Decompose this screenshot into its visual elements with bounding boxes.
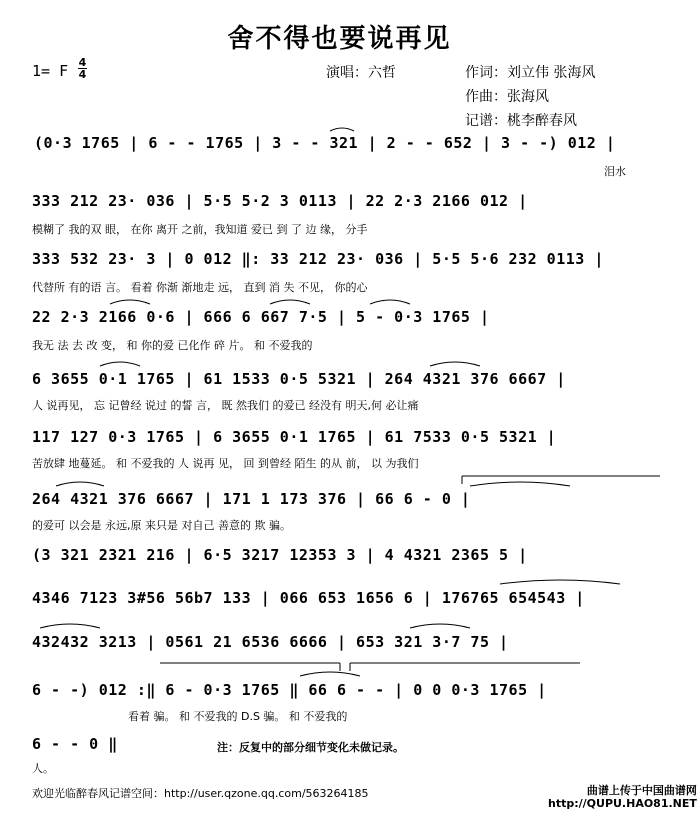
time-signature-bottom: 4 [78, 68, 87, 81]
score-row-9: 4346 7123 3#56 56b7 133 | 066 653 1656 6 | 176765 654543 | [32, 589, 585, 607]
song-title: 舍不得也要说再见 [227, 24, 452, 54]
credit-composer: 作曲：张海风 [465, 89, 549, 105]
slur-mark [330, 128, 354, 131]
slur-mark [300, 672, 360, 676]
footer-link[interactable]: 欢迎光临醉春风记谱空间：http://user.qzone.qq.com/563264185 [32, 787, 369, 800]
lyric-row-11: 看着 骗。 和 不爱我的 D.S 骗。 和 不爱我的 [128, 710, 348, 723]
slur-mark [40, 624, 100, 628]
footnote: 注：反复中的部分细节变化未做记录。 [217, 741, 404, 754]
score-row-8: (3 321 2321 216 | 6·5 3217 12353 3 | 4 4321 2365 5 | [32, 546, 528, 564]
lyric-row-2: 模糊了 我的双 眼， 在你 离开 之前，我知道 爱已 到 了 边 缘， 分手 [32, 223, 368, 236]
score-row-3: 333 532 23· 3 | 0 012 ‖: 33 212 23· 036 | 5·5 5·6 232 0113 | [32, 250, 604, 268]
watermark-line-1: 曲谱上传于中国曲谱网 [586, 784, 697, 797]
score-row-12: 6 - - 0 ‖ [32, 735, 118, 753]
score-row-6: 117 127 0·3 1765 | 6 3655 0·1 1765 | 61 7533 0·5 5321 | [32, 428, 557, 446]
slur-mark [56, 482, 104, 486]
score-row-5: 6 3655 0·1 1765 | 61 1533 0·5 5321 | 264 4321 376 6667 | [32, 370, 566, 388]
key-signature: 1= F [32, 62, 69, 80]
slur-mark [100, 362, 140, 366]
time-signature-top: 4 [78, 56, 87, 69]
credit-transcriber: 记谱：桃李醉春风 [465, 113, 577, 129]
score-row-4: 22 2·3 2166 0·6 | 666 6 667 7·5 | 5 - 0·3 1765 | [32, 308, 490, 326]
slur-mark [270, 300, 310, 304]
slur-mark [410, 624, 470, 628]
score-row-1: (0·3 1765 | 6 - - 1765 | 3 - - 321 | 2 - - 652 | 3 - -) 012 | [34, 134, 616, 152]
lyric-row-12: 人。 [32, 762, 54, 775]
score-row-2: 333 212 23· 036 | 5·5 5·2 3 0113 | 22 2·3 2166 012 | [32, 192, 528, 210]
watermark-line-2: http://QUPU.HAO81.NET [548, 797, 697, 810]
lyric-row-6: 苦放肆 地蔓延。 和 不爱我的 人 说再 见， 回 到曾经 陌生 的从 前， 以 为我们 [32, 457, 419, 470]
slur-mark [110, 300, 150, 304]
lyric-row-3: 代替所 有的语 言。 看着 你渐 渐地走 远， 直到 消 失 不见， 你的心 [32, 281, 368, 294]
credit-lyricist: 作词：刘立伟 张海风 [465, 65, 596, 81]
slur-mark [430, 362, 480, 366]
lyric-row-1: 泪水 [604, 165, 626, 178]
score-row-11: 6 - -) 012 :‖ 6 - 0·3 1765 ‖ 66 6 - - | 0 0 0·3 1765 | [32, 681, 547, 699]
lyric-row-5: 人 说再见， 忘 记曾经 说过 的誓 言， 既 然我们 的爱已 经没有 明天,何 必让痛 [32, 399, 419, 412]
slur-mark [500, 580, 620, 584]
lyric-row-4: 我无 法 去 改 变， 和 你的爱 已化作 碎 片。 和 不爱我的 [32, 339, 313, 352]
slur-mark [370, 300, 410, 304]
score-row-7: 264 4321 376 6667 | 171 1 173 376 | 66 6 - 0 | [32, 490, 471, 508]
score-row-10: 432432 3213 | 0561 21 6536 6666 | 653 321 3·7 75 | [32, 633, 509, 651]
slur-mark [470, 482, 570, 486]
lyric-row-7: 的爱可 以会是 永远,原 来只是 对自己 善意的 欺 骗。 [32, 519, 291, 532]
credit-singer: 演唱：六哲 [326, 65, 396, 81]
